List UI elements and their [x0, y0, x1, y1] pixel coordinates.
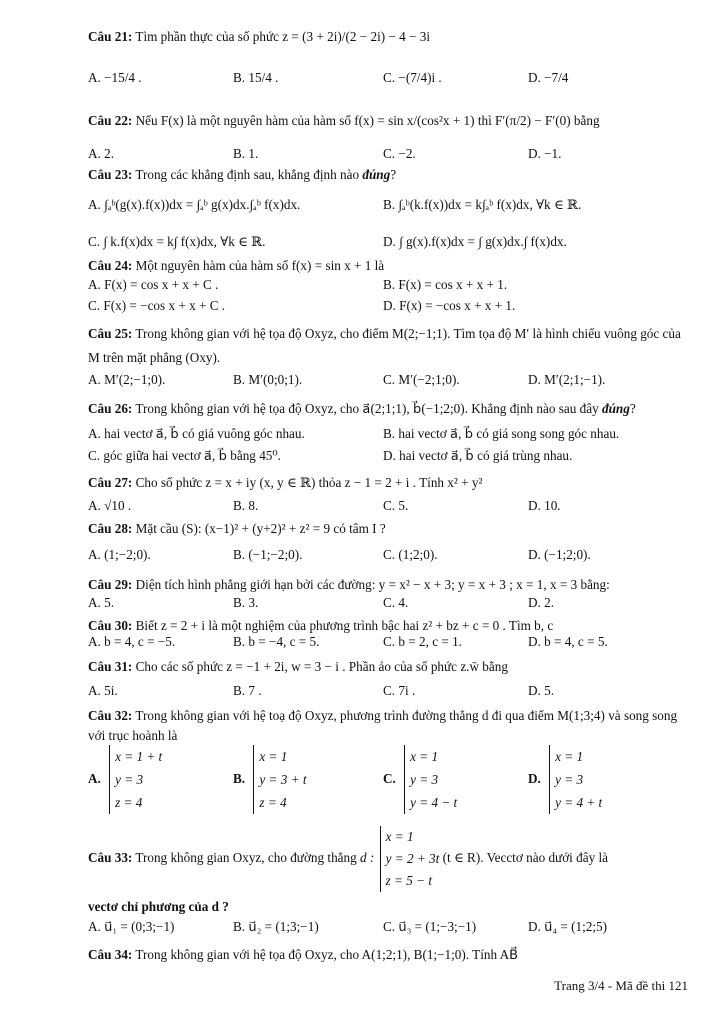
option-d[interactable]: D. x = 1 y = 3 y = 4 + t: [528, 745, 602, 814]
option-b[interactable]: B. 15/4 .: [233, 70, 279, 85]
options-23-row2: [88, 232, 698, 252]
option-d[interactable]: D. −1.: [528, 146, 562, 161]
option-a[interactable]: A. 5i.: [88, 683, 118, 698]
option-c[interactable]: C. 7i .: [383, 683, 416, 698]
question-22: Câu 22: Nếu F(x) là một nguyên hàm của hàm số f(x) = sin x/(cos²x + 1) thì F′(π/2) − F′(0) bằng: [88, 113, 600, 128]
option-d[interactable]: D. (−1;2;0).: [528, 547, 591, 562]
option-a[interactable]: A. hai vectơ a⃗, b⃗ có giá vuông góc nhau.: [88, 426, 305, 441]
question-text: Tìm phần thực của số phức z = (3 + 2i)/(2 − 2i) − 4 − 3i: [135, 29, 431, 44]
options-28: [88, 545, 698, 565]
question-text: Nếu F(x) là một nguyên hàm của hàm số f(x) = sin x/(cos²x + 1) thì F′(π/2) − F′(0) bằng: [135, 113, 600, 128]
question-26: Câu 26: Trong không gian với hệ tọa độ Oxyz, cho a⃗(2;1;1), b⃗(−1;2;0). Khẳng định nào sau đây đúng?: [88, 401, 636, 416]
question-23: Câu 23: Trong các khẳng định sau, khẳng định nào đúng?: [88, 167, 397, 182]
option-c[interactable]: C. 5.: [383, 498, 409, 513]
system-b: x = 1 y = 3 + t z = 4: [253, 745, 306, 814]
options-30: [88, 632, 698, 652]
option-b[interactable]: B. hai vectơ a⃗, b⃗ có giá song song góc nhau.: [383, 426, 620, 441]
question-text: Một nguyên hàm của hàm số f(x) = sin x + 1 là: [135, 258, 385, 273]
option-c[interactable]: C. x = 1 y = 3 y = 4 − t: [383, 745, 457, 814]
option-b[interactable]: B. ∫ₐᵇ(k.f(x))dx = k∫ₐᵇ f(x)dx, ∀k ∈ ℝ.: [383, 197, 582, 212]
options-31: [88, 681, 698, 701]
option-c[interactable]: C. 4.: [383, 595, 409, 610]
option-a[interactable]: A. 2.: [88, 146, 115, 161]
question-text: Diện tích hình phẳng giới hạn bởi các đường: y = x² − x + 3; y = x + 3 ; x = 1, x = 3 bằng:: [135, 577, 610, 592]
option-a[interactable]: A. √10 .: [88, 498, 132, 513]
option-c[interactable]: C. u⃗₃ = (1;−3;−1): [383, 919, 477, 934]
option-a[interactable]: A. b = 4, c = −5.: [88, 634, 176, 649]
option-d[interactable]: D. M′(2;1;−1).: [528, 372, 606, 387]
option-c[interactable]: C. (1;2;0).: [383, 547, 438, 562]
option-a[interactable]: A. −15/4 .: [88, 70, 142, 85]
question-25: Câu 25: Trong không gian với hệ tọa độ Oxyz, cho điểm M(2;−1;1). Tìm tọa độ M′ là hình chiếu vuông góc của M trên mặt phẳng (Oxy).: [88, 326, 681, 365]
options-33: [88, 917, 698, 937]
options-32: [88, 745, 698, 815]
options-23-row1: [88, 195, 698, 215]
question-text: Trong không gian với hệ tọa độ Oxyz, cho A(1;2;1), B(1;−1;0). Tính AB⃗: [135, 947, 519, 962]
option-b[interactable]: B. x = 1 y = 3 + t z = 4: [233, 745, 307, 814]
option-c[interactable]: C. F(x) = −cos x + x + C .: [88, 298, 226, 313]
option-c[interactable]: C. góc giữa hai vectơ a⃗, b⃗ bằng 45⁰.: [88, 448, 281, 463]
options-24-row2: [88, 296, 698, 316]
option-d[interactable]: D. 2.: [528, 595, 555, 610]
option-a[interactable]: A. x = 1 + t y = 3 z = 4: [88, 745, 162, 814]
question-text: Trong không gian với hệ tọa độ Oxyz, cho điểm M(2;−1;1). Tìm tọa độ M′ là hình chiếu vuông góc của M trên mặt phẳng (Oxy).: [88, 326, 681, 365]
question-28: Câu 28: Mặt cầu (S): (x−1)² + (y+2)² + z² = 9 có tâm I ?: [88, 521, 386, 536]
question-33-line2: vectơ chỉ phương của d ?: [88, 899, 229, 914]
option-a[interactable]: A. F(x) = cos x + x + C .: [88, 277, 219, 292]
system-c: x = 1 y = 3 y = 4 − t: [404, 745, 457, 814]
options-26-row1: [88, 424, 698, 444]
emphasis: đúng: [362, 167, 391, 182]
page-footer: Trang 3/4 - Mã đề thi 121: [554, 978, 688, 993]
question-text: Cho các số phức z = −1 + 2i, w = 3 − i . Phần ảo của số phức z.w̄ bằng: [135, 659, 508, 674]
options-22: [88, 144, 698, 164]
system-a: x = 1 + t y = 3 z = 4: [109, 745, 162, 814]
option-a[interactable]: A. M′(2;−1;0).: [88, 372, 166, 387]
question-34: Câu 34: Trong không gian với hệ tọa độ Oxyz, cho A(1;2;1), B(1;−1;0). Tính AB⃗: [88, 947, 519, 962]
question-text: Mặt cầu (S): (x−1)² + (y+2)² + z² = 9 có tâm I ?: [135, 521, 386, 536]
option-c[interactable]: C. −2.: [383, 146, 416, 161]
option-b[interactable]: B. b = −4, c = 5.: [233, 634, 320, 649]
option-b[interactable]: B. M′(0;0;1).: [233, 372, 303, 387]
option-a[interactable]: A. ∫ₐᵇ(g(x).f(x))dx = ∫ₐᵇ g(x)dx.∫ₐᵇ f(x)dx.: [88, 197, 301, 212]
emphasis: đúng: [602, 401, 630, 416]
question-text: Cho số phức z = x + iy (x, y ∈ ℝ) thỏa z − 1 = 2 + i . Tính x² + y²: [135, 475, 483, 490]
option-b[interactable]: B. F(x) = cos x + x + 1.: [383, 277, 508, 292]
option-d[interactable]: D. F(x) = −cos x + x + 1.: [383, 298, 516, 313]
option-c[interactable]: C. b = 2, c = 1.: [383, 634, 462, 649]
options-24-row1: [88, 275, 698, 295]
option-d[interactable]: D. −7/4: [528, 70, 569, 85]
option-a[interactable]: A. (1;−2;0).: [88, 547, 151, 562]
question-text: Trong không gian Oxyz, cho đường thẳng: [135, 850, 357, 866]
option-d[interactable]: D. 10.: [528, 498, 561, 513]
question-21: Câu 21: Tìm phần thực của số phức z = (3 + 2i)/(2 − 2i) − 4 − 3i: [88, 29, 431, 44]
option-b[interactable]: B. 1.: [233, 146, 259, 161]
option-c[interactable]: C. M′(−2;1;0).: [383, 372, 460, 387]
options-27: [88, 496, 698, 516]
question-31: Câu 31: Cho các số phức z = −1 + 2i, w = 3 − i . Phần ảo của số phức z.w̄ bằng: [88, 659, 508, 674]
option-d[interactable]: D. 5.: [528, 683, 555, 698]
option-d[interactable]: D. hai vectơ a⃗, b⃗ có giá trùng nhau.: [383, 448, 573, 463]
options-25: [88, 370, 698, 390]
question-27: Câu 27: Cho số phức z = x + iy (x, y ∈ ℝ) thỏa z − 1 = 2 + i . Tính x² + y²: [88, 475, 483, 490]
option-c[interactable]: C. −(7/4)i .: [383, 70, 442, 85]
options-21: [88, 68, 698, 88]
question-24: Câu 24: Một nguyên hàm của hàm số f(x) = sin x + 1 là: [88, 258, 385, 273]
option-b[interactable]: B. 8.: [233, 498, 259, 513]
options-26-row2: [88, 446, 698, 466]
option-b[interactable]: B. u⃗₂ = (1;3;−1): [233, 919, 319, 934]
question-text: Trong không gian với hệ toạ độ Oxyz, phương trình đường thẳng d đi qua điểm M(1;3;4) và song song với trục hoành là: [88, 708, 678, 743]
option-b[interactable]: B. (−1;−2;0).: [233, 547, 303, 562]
system-d: x = 1 y = 3 y = 4 + t: [549, 745, 602, 814]
question-33: Câu 33: Trong không gian Oxyz, cho đường thẳng d : x = 1 y = 2 + 3t z = 5 − t (t ∈ R). Vecctơ nào dưới đây là: [88, 826, 694, 892]
option-d[interactable]: D. u⃗₄ = (1;2;5): [528, 919, 607, 934]
question-text: Biết z = 2 + i là một nghiệm của phương trình bậc hai z² + bz + c = 0 . Tìm b, c: [135, 618, 554, 633]
option-c[interactable]: C. ∫ k.f(x)dx = k∫ f(x)dx, ∀k ∈ ℝ.: [88, 234, 266, 249]
option-d[interactable]: D. b = 4, c = 5.: [528, 634, 608, 649]
question-30: Câu 30: Biết z = 2 + i là một nghiệm của phương trình bậc hai z² + bz + c = 0 . Tìm b, c: [88, 618, 554, 633]
option-b[interactable]: B. 7 .: [233, 683, 262, 698]
option-b[interactable]: B. 3.: [233, 595, 259, 610]
options-29: [88, 593, 698, 613]
line-system: x = 1 y = 2 + 3t z = 5 − t: [380, 826, 440, 892]
question-text: Trong không gian với hệ tọa độ Oxyz, cho a⃗(2;1;1), b⃗(−1;2;0). Khẳng định nào sau đây: [135, 401, 599, 416]
question-text: Trong các khẳng định sau, khẳng định nào: [135, 167, 360, 182]
option-a[interactable]: A. 5.: [88, 595, 115, 610]
option-a[interactable]: A. u⃗₁ = (0;3;−1): [88, 919, 175, 934]
option-d[interactable]: D. ∫ g(x).f(x)dx = ∫ g(x)dx.∫ f(x)dx.: [383, 234, 567, 249]
question-32: Câu 32: Trong không gian với hệ toạ độ Oxyz, phương trình đường thẳng d đi qua điểm M(1;3;4) và song song với trục hoành là: [88, 708, 678, 743]
question-29: Câu 29: Diện tích hình phẳng giới hạn bởi các đường: y = x² − x + 3; y = x + 3 ; x = 1, x = 3 bằng:: [88, 577, 610, 592]
